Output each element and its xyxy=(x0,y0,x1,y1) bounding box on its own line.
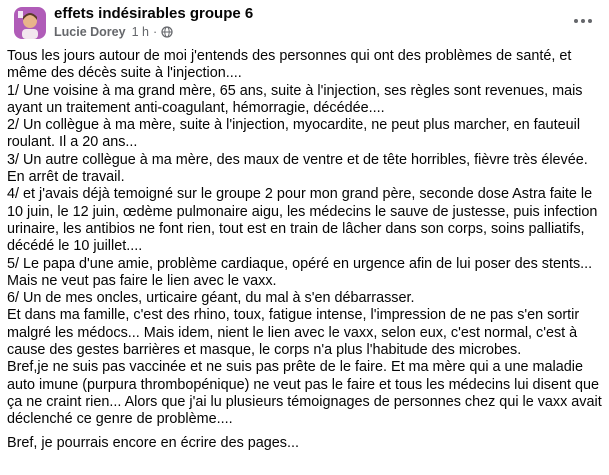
post-paragraph: 2/ Un collègue à ma mère, suite à l'injection, myocardite, ne peut plus marcher, en fauteuil roulant. Il a 20 ans... xyxy=(7,117,581,151)
globe-icon xyxy=(161,26,173,38)
post-timestamp[interactable]: 1 h xyxy=(131,25,149,39)
post-meta xyxy=(54,24,173,40)
group-name-link[interactable]: effets indésirables groupe 6 xyxy=(54,5,254,22)
meta-separator: · xyxy=(152,25,158,39)
group-avatar-icon[interactable] xyxy=(14,7,46,39)
post-paragraph: 4/ et j'avais déjà temoigné sur le groupe 2 pour mon grand père, seconde dose Astra faite le 10 juin, le 12 juin, œdème pulmonaire aigu, les médecins le sauve de justesse, puis infection urinaire, les antibios ne font rien, tout est en train de lâcher dans son corps, soins palliatifs, décédé le 10 juillet.... xyxy=(7,186,598,255)
post-paragraph: 5/ Le papa d'une amie, problème cardiaque, opéré en urgence afin de lui poser des stents... Mais ne veut pas faire le lien avec le vaxx. xyxy=(7,255,593,289)
author-name-link[interactable]: Lucie Dorey xyxy=(54,25,126,39)
post-paragraph: 1/ Une voisine à ma grand mère, 65 ans, suite à l'injection, ses règles sont revenues, mais ayant un traitement anti-coagulant, hémorragie, décédée.... xyxy=(7,82,583,116)
post-paragraph: 6/ Un de mes oncles, urticaire géant, du mal à s'en débarrasser. xyxy=(7,290,415,307)
post-paragraph: Et dans ma famille, c'est des rhino, toux, fatigue intense, l'impression de ne pas s'en sortir malgré les médocs... Mais idem, nient le lien avec le vaxx, selon eux, c'est normal, c'est à cause des gestes barrières et masque, le corps n'a plus l'habitude des microbes. xyxy=(7,307,580,359)
post-paragraph: 3/ Un autre collègue à ma mère, des maux de ventre et de tête horribles, fièvre très élevée. En arrêt de travail. xyxy=(7,151,588,186)
post-paragraph: Tous les jours autour de moi j'entends des personnes qui ont des problèmes de santé, et même des décès suite à l'injection.... xyxy=(7,48,572,82)
post-text xyxy=(7,48,603,452)
post-paragraph: Bref, je pourrais encore en écrire des pages... xyxy=(7,434,299,451)
post-paragraph: Bref,je ne suis pas vaccinée et ne suis pas prête de le faire. Et ma mère qui a une maladie auto imune (purpura thrombopénique) ne veut pas le faire et tous les médecins lui disent que ça ne craint rien... Alors que j'ai lu plusieurs témoignages de personnes chez qui le vaxx avait déclenché ce genre de problème.... xyxy=(7,359,602,428)
post-header xyxy=(0,0,609,44)
more-options-icon[interactable] xyxy=(569,10,597,32)
